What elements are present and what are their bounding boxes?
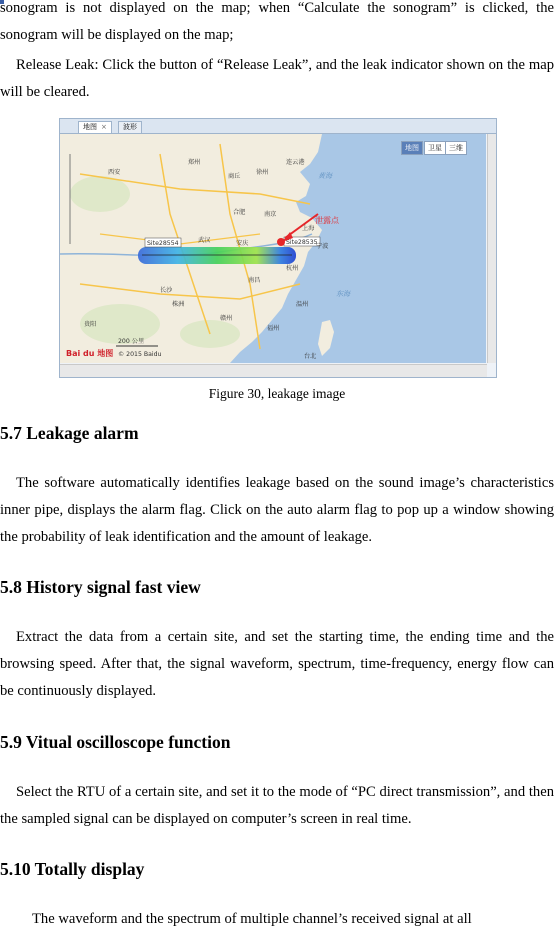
paragraph-leakage-alarm: The software automatically identifies leakage based on the sound image’s characteristics inner pipe, displays the alarm flag. Click on the auto alarm flag to pop up a window showing the probability of leak identification and the amount of leakage. [0,475,554,545]
city-label: 温州 [296,301,309,308]
city-label: 南昌 [248,277,261,284]
maptype-satellite-button[interactable]: 卫星 [424,141,446,155]
sea-label-yellow: 黄海 [318,172,332,180]
maptype-map-button[interactable]: 地图 [401,141,423,155]
map-canvas[interactable] [60,134,486,363]
heading-totally-display: 5.10 Totally display [0,859,145,879]
paragraph-totally-display: The waveform and the spectrum of multiple channel’s received signal at all [32,911,472,927]
copyright-text: © 2015 Baidu [118,351,162,358]
city-label: 株洲 [172,301,185,308]
city-label: 赣州 [220,315,233,322]
tab-map-label: 地图 [83,123,97,131]
tab-close-icon[interactable]: × [101,123,107,131]
city-label: 徐州 [256,169,269,176]
leakage-map-figure [59,118,497,378]
city-label: 宁波 [316,243,329,250]
city-label: 合肥 [233,209,246,216]
baidu-logo: Bai du 地图 [66,349,114,358]
paragraph-oscilloscope: Select the RTU of a certain site, and set it to the mode of “PC direct transmission”, and then the sampled signal can be displayed on computer’s screen in real time. [0,784,554,827]
heading-history-signal: 5.8 History signal fast view [0,577,201,597]
city-label: 南京 [264,211,277,218]
paragraph-release-leak: Release Leak: Click the button of “Release Leak”, and the leak indicator shown on the map will be cleared. [0,57,554,100]
figure-caption: Figure 30, leakage image [208,386,346,401]
leak-label: 泄露点 [315,216,339,225]
city-label: 商丘 [228,173,241,180]
heading-leakage-alarm: 5.7 Leakage alarm [0,423,139,443]
terrain-area [70,176,130,212]
horizontal-scrollbar[interactable] [60,364,487,378]
heading-oscilloscope: 5.9 Vitual oscilloscope function [0,732,231,752]
tab-map[interactable] [78,121,112,133]
sea-label-east: 东海 [336,290,350,298]
maptype-3d-button[interactable]: 三维 [445,141,467,155]
map-tab-bar [60,119,496,134]
city-label: 福州 [267,325,280,332]
leak-indicator-icon [277,238,285,246]
city-label: 连云港 [286,159,305,166]
tab-waveform-label: 波形 [123,123,137,131]
paragraph-sonogram: sonogram is not displayed on the map; when “Calculate the sonogram” is clicked, the sonogram will be displayed on the map; [0,0,554,43]
city-label: 长沙 [160,287,173,294]
site-label-right: Site28535 [286,239,318,246]
site-label-left: Site28554 [147,240,179,247]
tab-waveform[interactable] [118,121,142,133]
scale-label: 200 公里 [118,338,145,345]
paragraph-history-signal: Extract the data from a certain site, and set the starting time, the ending time and the browsing speed. After that, the signal waveform, spectrum, time-frequency, energy flow can be continuously displayed. [0,629,554,699]
city-label: 台北 [304,353,317,360]
city-label: 西安 [108,169,121,176]
city-label: 上海 [302,225,315,232]
city-label: 郑州 [188,159,201,166]
vertical-scrollbar[interactable] [487,134,497,363]
city-label: 杭州 [286,265,299,272]
city-label: 武汉 [198,237,211,244]
city-label: 贵阳 [84,321,97,328]
city-label: 安庆 [236,240,249,247]
sonogram-band [138,247,296,264]
